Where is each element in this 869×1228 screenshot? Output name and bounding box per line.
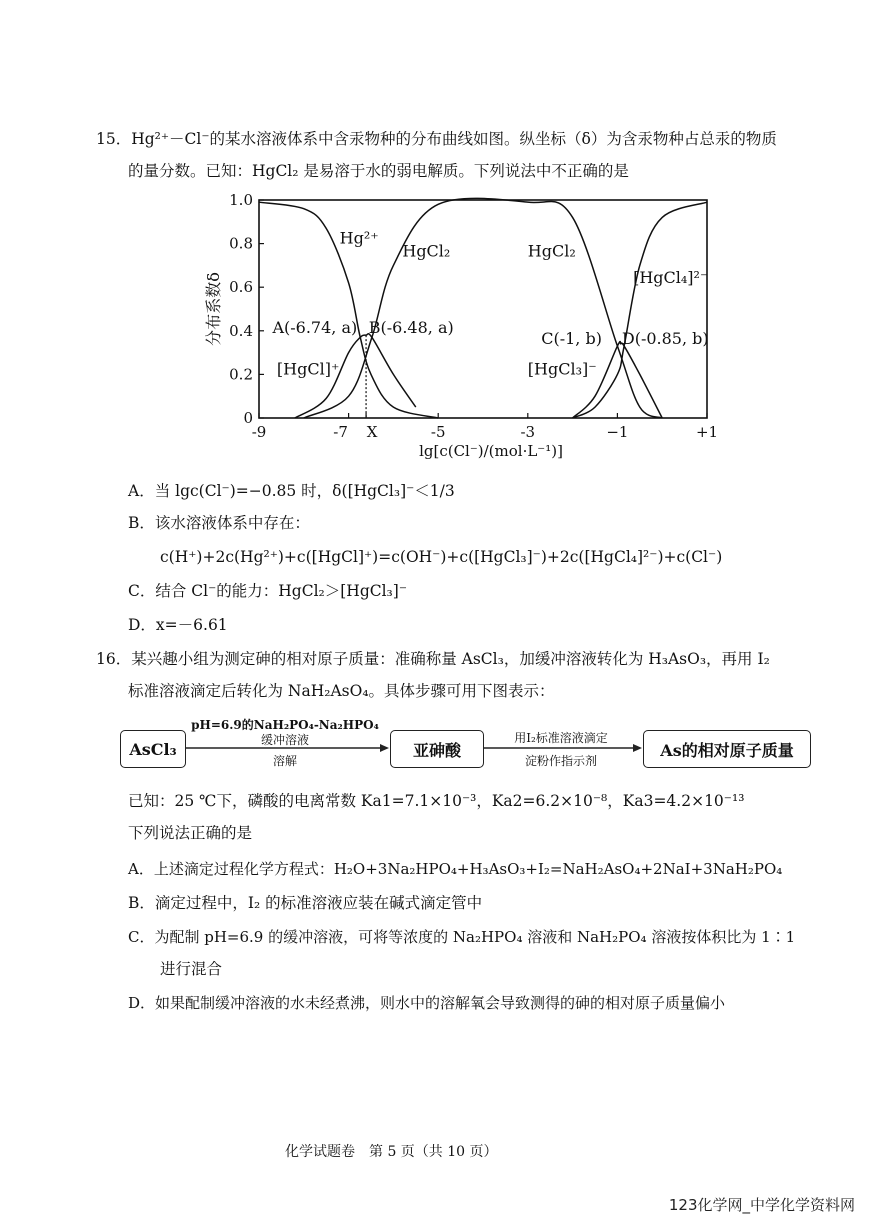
flow-arrow-1-head xyxy=(380,744,389,752)
chart-frame xyxy=(259,200,707,418)
flow-arrow2-label-top: 用I₂标准溶液滴定 xyxy=(514,731,608,745)
series-label-hgcl3: [HgCl₃]⁻ xyxy=(527,359,597,379)
annotation-a: A(-6.74, a) xyxy=(272,317,358,337)
annotation-b: B(-6.48, a) xyxy=(368,317,454,337)
hgcl-plus-curve xyxy=(295,334,416,418)
q15-option-b: B．该水溶液体系中存在： xyxy=(128,514,310,532)
flow-arrow1-label-bottom: 溶解 xyxy=(272,754,297,768)
q15-stem-line2: 的量分数。已知：HgCl₂ 是易溶于水的弱电解质。下列说法中不正确的是 xyxy=(128,162,629,180)
hgcl4-2minus-curve xyxy=(573,202,707,418)
q15-option-d: D．x=－6.61 xyxy=(128,616,228,634)
y-tick-label: 0.2 xyxy=(229,365,253,384)
y-tick-label: 0.6 xyxy=(229,278,253,297)
y-tick-label: 1.0 xyxy=(229,191,253,209)
hgcl2-curve xyxy=(304,198,662,418)
q16-option-b: B．滴定过程中，I₂ 的标准溶液应装在碱式滴定管中 xyxy=(128,894,483,912)
annotation-c: C(-1, b) xyxy=(541,328,602,348)
x-tick-label: -9 xyxy=(251,423,267,441)
watermark-text: 123化学网_中学化学资料网 xyxy=(668,1196,855,1214)
q16-known: 已知：25 ℃下，磷酸的电离常数 Ka1=7.1×10⁻³，Ka2=6.2×10⁻⁸，Ka3=4.2×10⁻¹³ xyxy=(128,792,745,810)
x-tick-label: +1 xyxy=(695,423,719,441)
x-tick-label: X xyxy=(366,423,378,441)
q16-option-c-cont: 进行混合 xyxy=(160,960,223,978)
q16-ask: 下列说法正确的是 xyxy=(128,824,253,842)
y-tick-label: 0.8 xyxy=(229,234,253,253)
q16-option-a: A．上述滴定过程化学方程式：H₂O+3Na₂HPO₄+H₃AsO₃+I₂=NaH₂AsO₄+2NaI+3NaH₂PO₄ xyxy=(128,860,783,878)
q16-option-c: C．为配制 pH=6.9 的缓冲溶液，可将等浓度的 Na₂HPO₄ 溶液和 NaH₂PO₄ 溶液按体积比为 1∶1 xyxy=(128,928,796,946)
q16-stem-line2: 标准溶液滴定后转化为 NaH₂AsO₄。具体步骤可用下图表示： xyxy=(128,682,555,700)
x-tick-label: -5 xyxy=(430,423,446,441)
hgcl3-minus-curve xyxy=(573,342,663,418)
x-tick-label: -3 xyxy=(520,423,536,441)
q15-option-a: A．当 lgc(Cl⁻)=−0.85 时，δ([HgCl₃]⁻＜1/3 xyxy=(128,482,455,500)
series-label-hgcl4: [HgCl₄]²⁻ xyxy=(633,267,709,287)
flow-arrow1-label-top1: pH=6.9的NaH₂PO₄-Na₂HPO₄ xyxy=(191,718,379,732)
q15-option-b-equation: c(H⁺)+2c(Hg²⁺)+c([HgCl]⁺)=c(OH⁻)+c([HgCl₃]⁻)+2c([HgCl₄]²⁻)+c(Cl⁻) xyxy=(160,548,723,566)
q16-stem-line1: 16．某兴趣小组为测定砷的相对原子质量：准确称量 AsCl₃，加缓冲溶液转化为 H₃AsO₃，再用 I₂ xyxy=(96,650,770,668)
q15-stem-line1: 15．Hg²⁺－Cl⁻的某水溶液体系中含汞物种的分布曲线如图。纵坐标（δ）为含汞物种占总汞的物质 xyxy=(96,130,777,148)
flow-box-ascl3: AsCl₃ xyxy=(120,730,186,768)
y-tick-label: 0 xyxy=(243,409,253,427)
x-tick-label: −1 xyxy=(606,423,629,441)
flow-arrow2-label-bottom: 淀粉作指示剂 xyxy=(524,754,597,768)
flow-box-arsenous-acid: 亚砷酸 xyxy=(390,730,484,768)
hg2plus-curve xyxy=(259,202,438,418)
x-tick-label: -7 xyxy=(333,423,348,441)
page-footer: 化学试题卷 第 5 页（共 10 页） xyxy=(285,1144,498,1160)
annotation-d: D(-0.85, b) xyxy=(621,328,709,348)
x-axis-label: lg[c(Cl⁻)/(mol·L⁻¹)] xyxy=(419,442,563,460)
series-label-hg2plus: Hg²⁺ xyxy=(339,228,379,248)
y-tick-label: 0.4 xyxy=(229,321,253,340)
flow-arrow1-label-top2: 缓冲溶液 xyxy=(260,733,309,747)
flow-box-as-atomic-mass: As的相对原子质量 xyxy=(643,730,811,768)
q15-option-c: C．结合 Cl⁻的能力：HgCl₂＞[HgCl₃]⁻ xyxy=(128,582,408,600)
series-label-hgcl: [HgCl]⁺ xyxy=(276,359,340,379)
q16-option-d: D．如果配制缓冲溶液的水未经煮沸，则水中的溶解氧会导致测得的砷的相对原子质量偏小 xyxy=(128,994,726,1012)
y-axis-label: 分布系数δ xyxy=(204,272,223,346)
series-label-hgcl2-left: HgCl₂ xyxy=(402,241,451,261)
series-label-hgcl2-right: HgCl₂ xyxy=(527,241,576,261)
